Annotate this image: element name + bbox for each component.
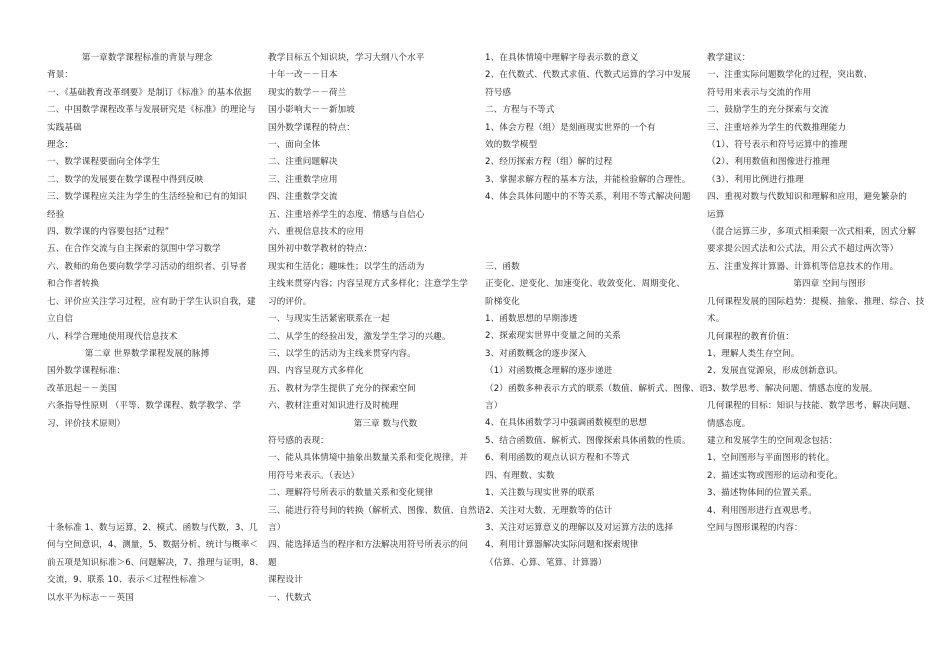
text-line: 言） — [485, 401, 503, 412]
text-block — [47, 224, 247, 241]
text-block — [268, 450, 473, 485]
text-block — [485, 276, 695, 311]
text-line: 经验 — [47, 209, 65, 220]
spacer — [485, 224, 695, 241]
text-block — [268, 50, 473, 67]
text-block — [485, 50, 695, 67]
text-block — [707, 154, 912, 171]
text-line: 国外数学课程标准： — [47, 366, 126, 377]
text-line: 三、能进行符号间的转换（解析式、图像、数值、自然语 — [268, 505, 486, 516]
text-block — [268, 329, 473, 346]
text-block — [485, 189, 695, 206]
text-block — [47, 329, 247, 346]
text-block — [485, 172, 695, 189]
text-line: 现实的数学－－荷兰 — [268, 87, 347, 98]
text-block — [268, 590, 473, 607]
text-block — [485, 555, 695, 572]
text-block — [268, 102, 473, 119]
text-line: （1）、符号表示和符号运算中的推理 — [707, 140, 848, 151]
text-line: 六条指导性原则 （平等、数学课程、数学教学、学 — [47, 401, 242, 412]
text-block — [707, 224, 916, 259]
text-line: （2）、利用数值和图像进行推理 — [707, 157, 830, 168]
text-line: 四、注重数学交流 — [268, 192, 338, 203]
text-line: 3、描述物体间的位置关系。 — [707, 488, 817, 499]
text-line: 2、探索现实世界中变量之间的关系 — [485, 331, 621, 342]
text-line: 四、数学课的内容要包括“过程” — [47, 227, 170, 238]
text-block — [268, 137, 473, 154]
text-block — [485, 468, 695, 485]
spacer — [485, 241, 695, 258]
text-block — [47, 294, 256, 329]
text-block — [47, 398, 247, 433]
text-line: 背景： — [47, 70, 74, 81]
text-line: 一、数学课程要面向全体学生 — [47, 157, 161, 168]
text-block — [268, 276, 473, 311]
text-line: 符号用来表示与交流的作用 — [707, 87, 812, 98]
text-line: 二、鼓励学生的充分探索与交流 — [707, 105, 829, 116]
text-line: 三、注重数学应用 — [268, 174, 338, 185]
text-line: 课程设计 — [268, 575, 303, 586]
text-block — [47, 172, 247, 189]
column-2 — [268, 50, 486, 607]
text-block — [485, 311, 695, 328]
text-line: 四、内容呈现方式多样化 — [268, 366, 364, 377]
spacer — [47, 468, 247, 485]
text-block — [47, 241, 247, 258]
text-block — [707, 363, 912, 380]
spacer — [47, 433, 247, 450]
text-block — [485, 537, 695, 554]
text-block — [268, 416, 473, 433]
text-block — [268, 398, 473, 415]
text-block — [485, 415, 695, 432]
text-block — [268, 207, 473, 224]
text-line: 改革迅起－－美国 — [47, 383, 117, 394]
text-line: 4、利用计算器解决实际问题和探索规律 — [485, 540, 639, 551]
text-line: 以水平为标志－－英国 — [47, 592, 134, 603]
text-line: 1、体会方程（组）是刻画现实世界的一个有 — [485, 122, 656, 133]
text-line: 2、关注对大数、无理数等的估计 — [485, 505, 613, 516]
text-line: 习、评价技术原则） — [47, 418, 126, 429]
text-block — [268, 537, 473, 572]
text-line: 5、结合函数值、解析式、图像探索具体函数的性质。 — [485, 435, 691, 446]
text-block — [707, 346, 912, 363]
text-line: 1、函数思想的早期渗透 — [485, 314, 578, 325]
text-block — [707, 120, 912, 137]
text-block — [707, 50, 912, 67]
text-block — [47, 189, 247, 224]
text-line: 符号感 — [485, 87, 512, 98]
text-block — [268, 311, 473, 328]
text-line: 2、经历探索方程（组）解的过程 — [485, 157, 613, 168]
text-line: 教学目标五个知识块，学习大纲八个水平 — [268, 53, 425, 63]
text-line: 二、理解符号所表示的数量关系和变化规律 — [268, 488, 434, 499]
text-line: 阶梯变化 — [485, 296, 520, 307]
text-line: （3）、利用比例进行推理 — [707, 174, 804, 185]
text-block — [268, 259, 473, 276]
text-block — [268, 172, 473, 189]
text-line: 六、重视信息技术的应用 — [268, 227, 364, 238]
text-block — [485, 520, 695, 537]
text-line: 2、描述实物或图形的运动和变化。 — [707, 470, 843, 481]
text-line: 四、有理数、实数 — [485, 470, 555, 481]
text-line: 一、《基础教育改革纲要》是制订《标准》的基本依据 — [47, 87, 252, 98]
text-block — [47, 381, 247, 398]
text-line: 情感态度。 — [707, 418, 751, 429]
text-line: 五、教材为学生提供了充分的探索空间 — [268, 383, 416, 394]
text-block — [47, 259, 247, 294]
text-line: 4、体会具体问题中的不等关系，利用不等式解决问题 — [485, 192, 691, 203]
text-line: 二、中国数学课程改革与发展研究是《标准》的理论与 — [47, 105, 256, 116]
text-block — [268, 241, 473, 258]
text-line: 运算 — [707, 209, 725, 220]
text-block — [268, 189, 473, 206]
text-block — [485, 503, 695, 520]
text-block — [707, 398, 916, 433]
text-line: 八、科学合理地使用现代信息技术 — [47, 331, 178, 342]
text-line: 4、在具体函数学习中强调函数模型的思想 — [485, 418, 648, 429]
text-line: 6、利用函数的观点认识方程和不等式 — [485, 453, 630, 464]
text-line: 五、在合作交流与自主探索的氛围中学习数学 — [47, 244, 221, 255]
text-line: 四、能选择适当的程序和方法解决用符号所表示的问 — [268, 540, 468, 551]
text-line: 空间与图形课程的内容： — [707, 522, 803, 533]
section-heading: 第三章 数与代数 — [353, 418, 418, 429]
text-line: 1、关注数与现实世界的联系 — [485, 488, 595, 499]
text-line: 国外初中数学教材的特点： — [268, 244, 373, 255]
text-block — [485, 102, 695, 119]
text-block — [485, 450, 695, 467]
text-block — [47, 363, 247, 380]
text-block — [47, 137, 247, 154]
text-line: 2、在代数式、代数式求值、代数式运算的学习中发展 — [485, 70, 691, 81]
text-line: 十条标准 1、数与运算，2、模式、函数与代数，3、几 — [47, 522, 258, 533]
text-block — [268, 503, 486, 538]
text-line: 三、函数 — [485, 261, 520, 272]
text-line: 教学建议： — [707, 53, 751, 63]
text-line: 何与空间意识，4、测量，5、数据分析、统计与概率＜ — [47, 540, 259, 551]
text-block — [707, 189, 912, 224]
text-line: 立自信 — [47, 314, 74, 325]
text-block — [707, 294, 925, 329]
text-line: 三、注重培养为学生的代数推理能力 — [707, 122, 847, 133]
text-block — [485, 433, 695, 450]
text-line: 四、重视对数与代数知识和理解和应用，避免繁杂的 — [707, 192, 907, 203]
text-block — [485, 485, 695, 502]
text-block — [268, 85, 473, 102]
text-line: 术。 — [707, 314, 725, 325]
section-heading: 第二章 世界数学课程发展的脉搏 — [84, 348, 210, 359]
text-block — [707, 102, 912, 119]
text-line: 一、与现实生活紧密联系在一起 — [268, 314, 390, 325]
text-block — [707, 276, 912, 293]
text-block — [707, 329, 912, 346]
text-block — [47, 154, 247, 171]
text-block — [707, 433, 912, 450]
text-line: 几何课程的教育价值： — [707, 331, 794, 342]
text-block — [485, 67, 695, 102]
text-line: 十年一改－－日本 — [268, 70, 338, 81]
text-line: 六、教材注重对知识进行及时梳理 — [268, 401, 399, 412]
text-line: 1、理解人类生存空间。 — [707, 348, 800, 359]
text-block — [707, 503, 912, 520]
text-block — [268, 363, 473, 380]
text-line: 三、以学生的活动为主线来贯穿内容。 — [268, 348, 416, 359]
text-block — [485, 346, 695, 363]
column-4 — [707, 50, 925, 537]
text-line: 1、空间图形与平面图形的转化。 — [707, 453, 835, 464]
text-line: 3、对函数概念的逐步深入 — [485, 348, 587, 359]
text-line: 三、数学课程应关注为学生的生活经验和已有的知识 — [47, 192, 247, 203]
text-line: 正变化、逆变化、加速变化、收敛变化、周期变化、 — [485, 279, 685, 290]
spacer — [485, 207, 695, 224]
text-line: 一、注重实际问题数学化的过程，突出数、 — [707, 70, 873, 81]
text-block — [268, 381, 473, 398]
text-line: 一、能从具体情境中抽象出数量关系和变化规律，并 — [268, 453, 468, 464]
text-line: 五、注重发挥计算器、计算机等信息技术的作用。 — [707, 261, 899, 272]
text-line: 现实和生活化；趣味性；以学生的活动为 — [268, 261, 425, 272]
text-line: 一、代数式 — [268, 592, 312, 603]
column-3 — [485, 50, 708, 572]
text-line: 几何课程发展的国际趋势：提模、抽象、推理、综合、技 — [707, 296, 925, 307]
text-block — [47, 50, 247, 67]
text-line: 习的评价。 — [268, 296, 312, 307]
text-line: 前五项是知识标准＞6、问题解决，7、推理与证明，8、 — [47, 557, 264, 568]
text-line: 2、发展直觉源泉，形成创新意识。 — [707, 366, 843, 377]
text-line: 二、注重问题解决 — [268, 157, 338, 168]
text-block — [47, 85, 252, 102]
text-line: 七、评价应关注学习过程，应有助于学生认识自我，建 — [47, 296, 256, 307]
text-line: 3、关注对运算意义的理解以及对运算方法的选择 — [485, 522, 674, 533]
text-line: （混合运算三步，多项式相乘限一次式相乘，因式分解 — [707, 227, 916, 238]
text-block — [485, 381, 708, 416]
text-line: 要求提公因式法和公式法，用公式不超过两次等） — [707, 244, 899, 255]
text-block — [707, 67, 912, 102]
text-block — [707, 450, 912, 467]
spacer — [47, 503, 247, 520]
text-block — [268, 485, 473, 502]
text-line: 符号感的表现： — [268, 435, 329, 446]
text-line: 言） — [268, 522, 286, 533]
text-block — [268, 224, 473, 241]
text-block — [268, 346, 473, 363]
text-line: 国外数学课程的特点： — [268, 122, 355, 133]
text-block — [485, 120, 695, 155]
text-line: 几何课程的目标：知识与技能、数学思考、解决问题、 — [707, 401, 916, 412]
text-line: 二、数学的发展要在数学课程中得到反映 — [47, 174, 204, 185]
text-block — [47, 67, 247, 84]
text-block — [707, 137, 912, 154]
text-block — [47, 520, 264, 590]
spacer — [47, 450, 247, 467]
text-block — [707, 259, 912, 276]
text-block — [707, 468, 912, 485]
text-line: 3、掌握求解方程的基本方法，并能检验解的合理性。 — [485, 174, 691, 185]
text-line: 建立和发展学生的空间观念包括： — [707, 435, 838, 446]
text-line: （1）对函数概念理解的逐步递进 — [485, 366, 613, 377]
text-line: 一、面向全体 — [268, 140, 321, 151]
text-line: 1、在具体情境中理解字母表示数的意义 — [485, 53, 639, 63]
section-heading: 第四章 空间与图形 — [793, 279, 866, 290]
text-line: 实践基础 — [47, 122, 82, 133]
text-block — [47, 346, 247, 363]
text-line: 主线来贯穿内容；内容呈现方式多样化；注意学生学 — [268, 279, 468, 290]
text-block — [485, 259, 695, 276]
text-block — [47, 590, 247, 607]
text-line: 二、方程与不等式 — [485, 105, 555, 116]
text-block — [707, 520, 912, 537]
text-line: 交流，9、联系 10、表示＜过程性标准＞ — [47, 575, 206, 586]
column-1 — [47, 50, 264, 607]
text-block — [268, 572, 473, 589]
text-line: 理念： — [47, 140, 74, 151]
text-line: 六、教师的角色要向数学学习活动的组织者、引导者 — [47, 261, 247, 272]
text-block — [47, 102, 256, 137]
text-line: 二、从学生的经验出发，激发学生学习的兴趣。 — [268, 331, 451, 342]
text-line: 和合作者转换 — [47, 279, 100, 290]
text-block — [485, 328, 695, 345]
text-block — [268, 433, 473, 450]
text-line: 3、数学思考、解决问题、情感态度的发展。 — [707, 383, 878, 394]
text-line: 4、利用图形进行直观思考。 — [707, 505, 817, 516]
text-block — [707, 172, 912, 189]
text-block — [268, 120, 473, 137]
text-block — [485, 154, 695, 171]
text-line: 五、注重培养学生的态度、情感与自信心 — [268, 209, 425, 220]
text-block — [268, 67, 473, 84]
text-line: 用符号来表示。（表达） — [268, 470, 360, 481]
text-block — [707, 381, 912, 398]
text-block — [707, 485, 912, 502]
text-line: 题 — [268, 557, 277, 568]
text-line: 效的数学模型 — [485, 140, 538, 151]
text-line: （2）函数多种表示方式的联系（数值、解析式、图像、语 — [485, 383, 708, 394]
text-block — [485, 363, 695, 380]
text-line: 国小影响大－－新加坡 — [268, 105, 355, 116]
spacer — [47, 485, 247, 502]
text-block — [268, 154, 473, 171]
text-line: （估算、心算、笔算、计算器） — [485, 557, 607, 568]
section-heading: 第一章数学课程标准的背景与理念 — [81, 53, 213, 63]
